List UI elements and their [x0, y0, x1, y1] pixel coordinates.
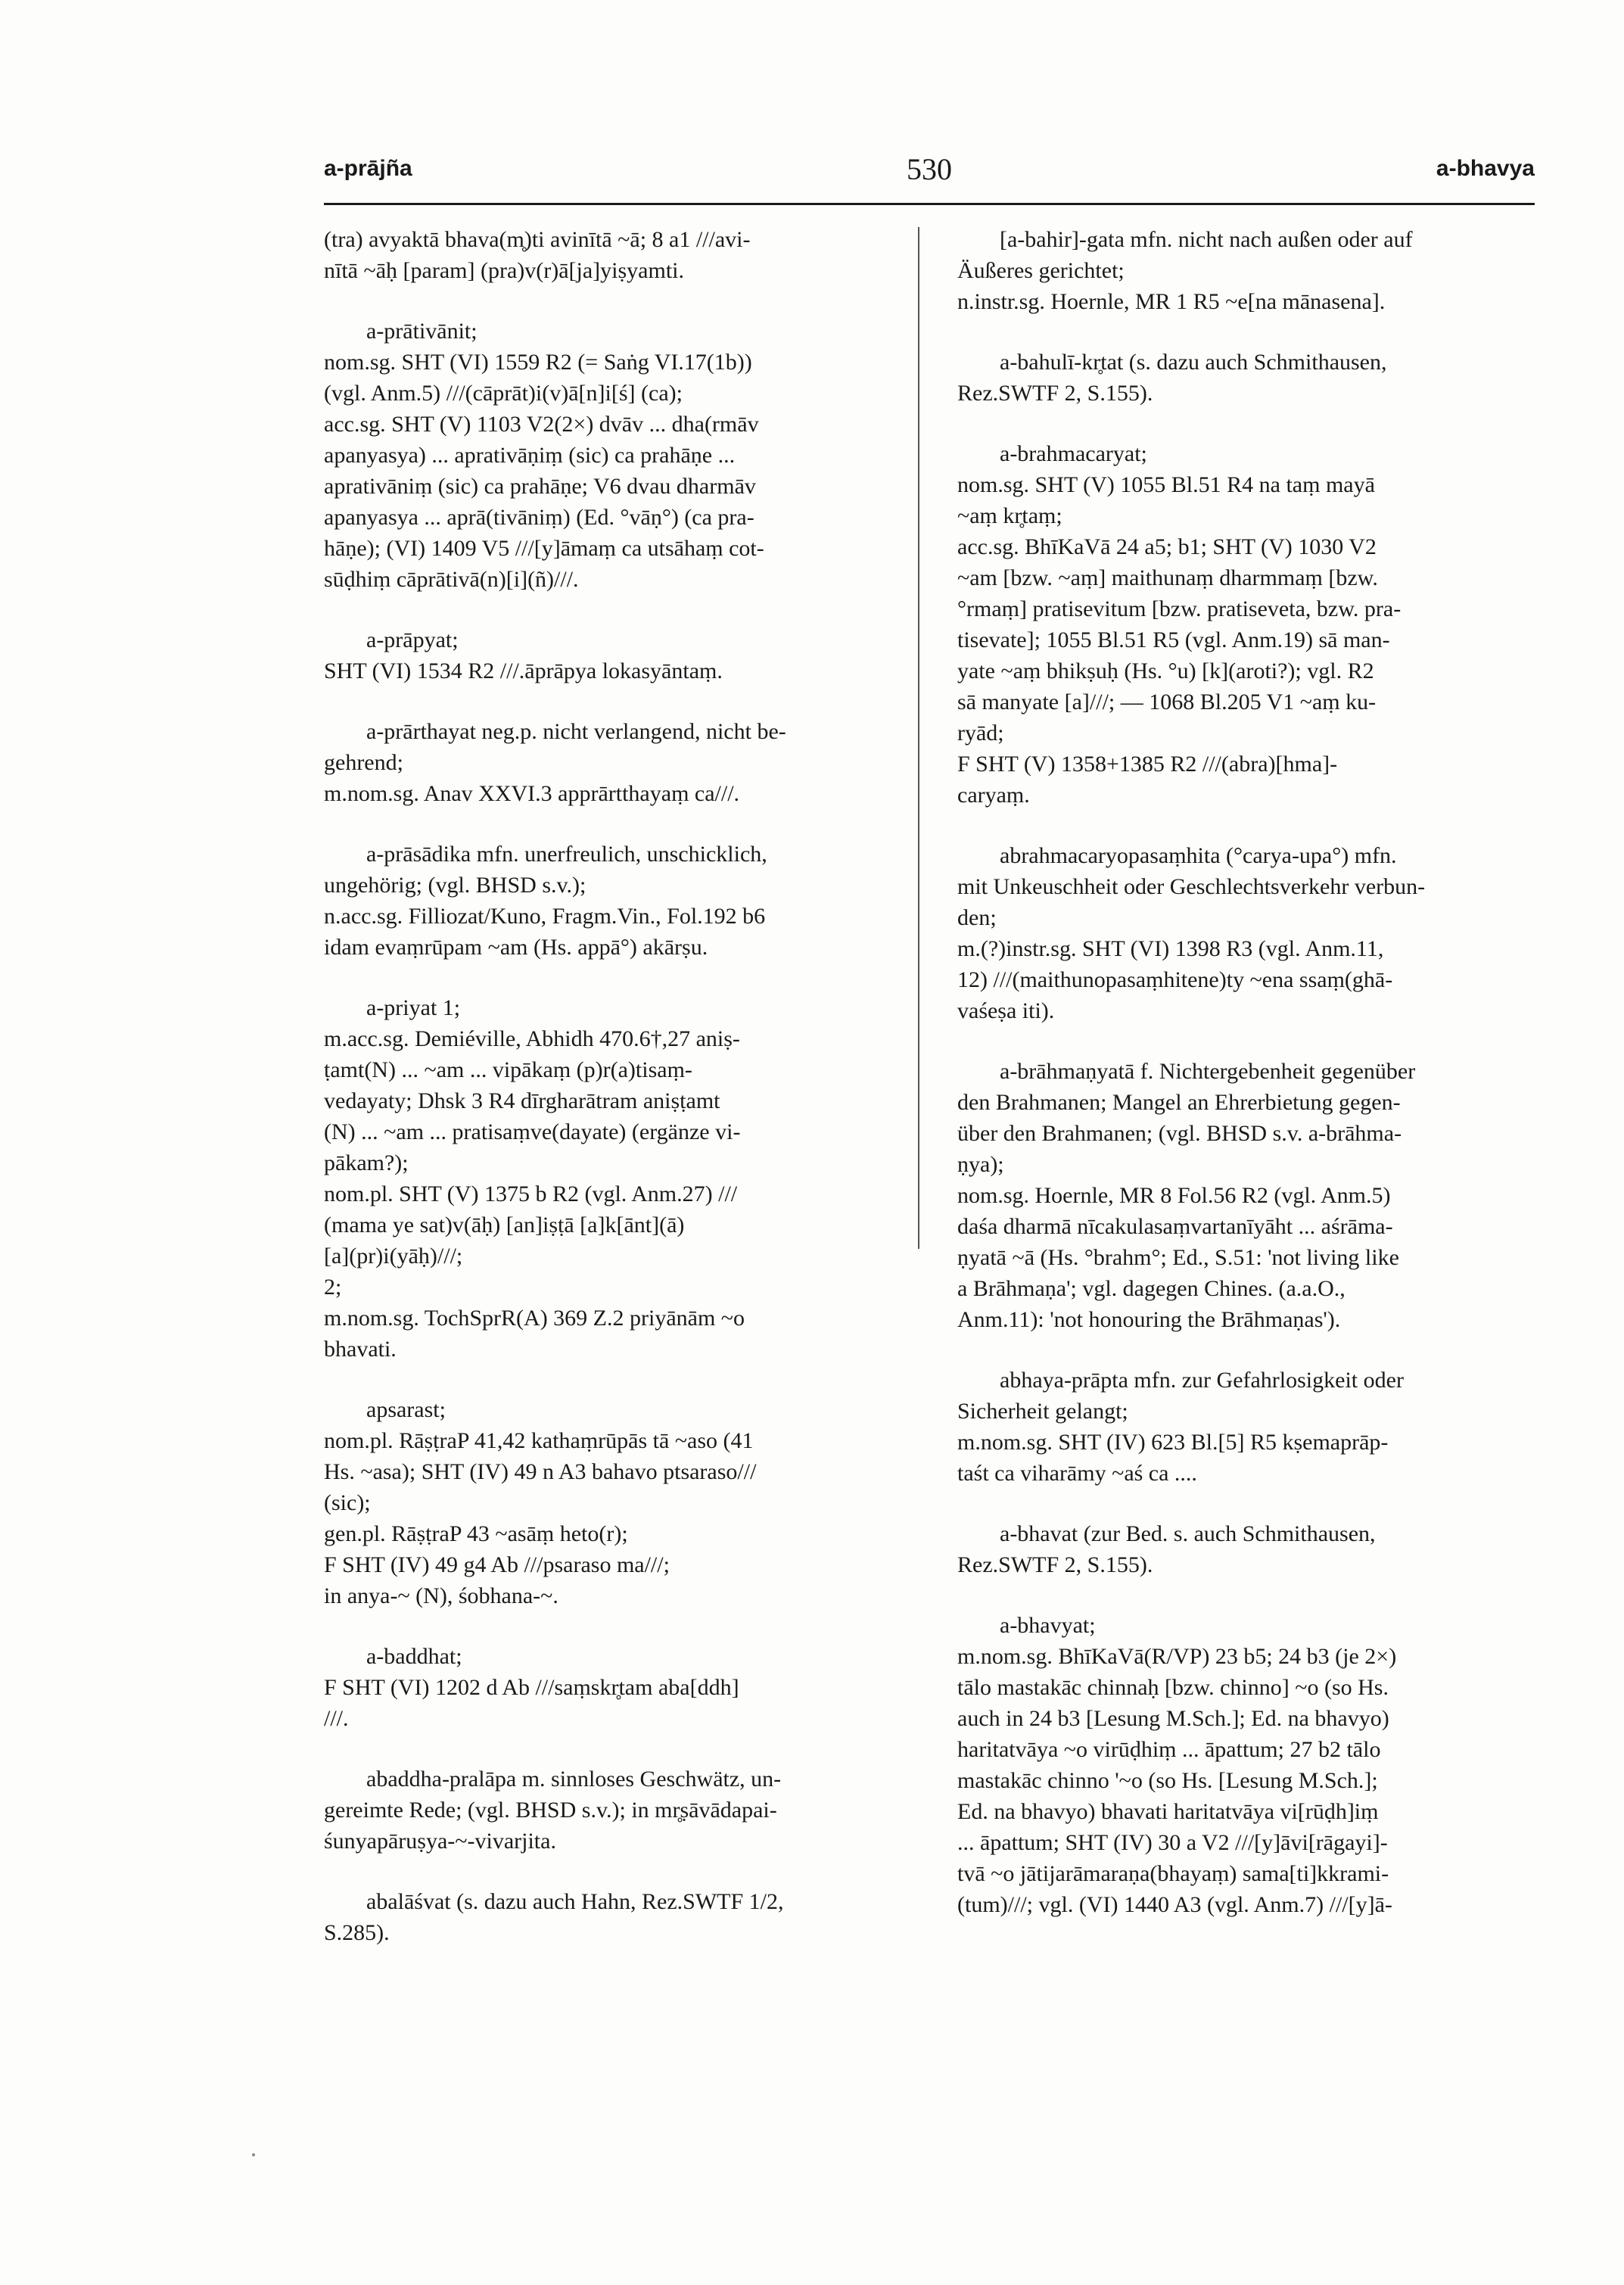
entry-line: Anm.11): 'not honouring the Brāhmaṇas').	[957, 1307, 1341, 1332]
entry-line: nom.pl. RāṣṭraP 41,42 kathaṃrūpās tā ~aso (41	[324, 1428, 754, 1453]
entry-headword: a-brāhmaṇyatā f. Nichtergebenheit gegenüber	[1000, 1059, 1416, 1084]
dictionary-entry	[324, 839, 899, 963]
entry-line: tisevate]; 1055 Bl.51 R5 (vgl. Anm.19) sā man-	[957, 627, 1390, 652]
entry-line: tvā ~o jātijarāmaraṇa(bhayaṃ) sama[ti]kkrami-	[957, 1861, 1389, 1886]
entry-line: Rez.SWTF 2, S.155).	[957, 381, 1153, 406]
entry-headword: a-prāsādika mfn. unerfreulich, unschicklich,	[366, 842, 767, 867]
entry-line: auch in 24 b3 [Lesung M.Sch.]; Ed. na bhavyo)	[957, 1706, 1389, 1731]
entry-line: (vgl. Anm.5) ///(cāprāt)i(v)ā[n]i[ś] (ca);	[324, 381, 683, 406]
entry-line: ungehörig; (vgl. BHSD s.v.);	[324, 873, 586, 898]
entry-line: aprativāniṃ (sic) ca prahāṇe; V6 dvau dharmāv	[324, 474, 756, 499]
entry-line: (N) ... ~am ... pratisaṃve(dayate) (ergänze vi-	[324, 1119, 741, 1144]
entry-line: sūḍhiṃ cāprātivā(n)[i](ñ)///.	[324, 567, 579, 592]
entry-line: m.(?)instr.sg. SHT (VI) 1398 R3 (vgl. Anm.11,	[957, 936, 1384, 961]
entry-line: a Brāhmaṇa'; vgl. dagegen Chines. (a.a.O.,	[957, 1276, 1346, 1301]
entry-headword: abrahmacaryopasaṃhita (°carya-upa°) mfn.	[1000, 843, 1397, 868]
entry-line: [a](pr)i(yāḥ)///;	[324, 1244, 463, 1269]
entry-line: m.nom.sg. BhīKaVā(R/VP) 23 b5; 24 b3 (je 2×)	[957, 1644, 1397, 1669]
entry-line: acc.sg. SHT (V) 1103 V2(2×) dvāv ... dha(rmāv	[324, 412, 759, 437]
dictionary-entry	[324, 992, 899, 1365]
entry-line: S.285).	[324, 1920, 390, 1945]
entry-line: ṇya);	[957, 1152, 1004, 1177]
dictionary-entry	[957, 347, 1532, 409]
entry-line: ryād;	[957, 721, 1004, 746]
entry-line: sā manyate [a]///; — 1068 Bl.205 V1 ~aṃ ku-	[957, 690, 1377, 714]
entry-line: den Brahmanen; Mangel an Ehrerbietung gegen-	[957, 1090, 1401, 1115]
entry-line: gereimte Rede; (vgl. BHSD s.v.); in mr̥ṣāvādapai-	[324, 1798, 777, 1823]
column-divider	[918, 227, 919, 1249]
entry-headword: a-priyat 1;	[366, 995, 461, 1020]
entry-line: acc.sg. BhīKaVā 24 a5; b1; SHT (V) 1030 V2	[957, 534, 1377, 559]
entry-headword: [a-bahir]-gata mfn. nicht nach außen oder auf	[1000, 227, 1413, 252]
entry-line: m.nom.sg. Anav XXVI.3 apprārtthayaṃ ca///.	[324, 781, 740, 806]
dictionary-entry	[324, 1641, 899, 1734]
dictionary-entry	[957, 1365, 1532, 1489]
entry-line: nom.sg. SHT (V) 1055 Bl.51 R4 na taṃ mayā	[957, 472, 1375, 497]
entry-headword: a-brahmacaryat;	[1000, 441, 1147, 466]
entry-line: nom.sg. Hoernle, MR 8 Fol.56 R2 (vgl. Anm.5)	[957, 1183, 1391, 1208]
entry-line: apanyasya ... aprā(tivāniṃ) (Ed. °vāṇ°) (ca pra-	[324, 505, 754, 530]
entry-line: pākam?);	[324, 1150, 409, 1175]
entry-line: gehrend;	[324, 750, 403, 775]
entry-headword: a-prāpyat;	[366, 627, 459, 652]
entry-line: caryaṃ.	[957, 783, 1030, 808]
entry-line: bhavati.	[324, 1337, 397, 1362]
entry-line: idam evaṃrūpam ~am (Hs. appā°) akārṣu.	[324, 935, 708, 960]
dictionary-entry	[324, 716, 899, 809]
entry-line: Sicherheit gelangt;	[957, 1399, 1128, 1424]
header-left-headword: a-prājña	[324, 156, 412, 181]
entry-line: ... āpattum; SHT (IV) 30 a V2 ///[y]āvi[rāgayi]-	[957, 1830, 1388, 1855]
entry-line: daśa dharmā nīcakulasaṃvartanīyāht ... aśrāma-	[957, 1214, 1393, 1239]
dictionary-entry	[957, 438, 1532, 811]
entry-line: tālo mastakāc chinnaḥ [bzw. chinno] ~o (so Hs.	[957, 1675, 1389, 1700]
page-number: 530	[907, 152, 952, 186]
dictionary-entry	[957, 1610, 1532, 1920]
entry-line: (tum)///; vgl. (VI) 1440 A3 (vgl. Anm.7) ///[y]ā-	[957, 1892, 1392, 1917]
entry-line: Ed. na bhavyo) bhavati haritatvāya vi[rūḍh]iṃ	[957, 1799, 1379, 1824]
entry-line: SHT (VI) 1534 R2 ///.āprāpya lokasyāntaṃ.	[324, 658, 723, 683]
entry-line: F SHT (VI) 1202 d Ab ///saṃskr̥tam aba[ddh]	[324, 1675, 739, 1700]
dictionary-entry	[324, 316, 899, 595]
entry-line: ṭamt(N) ... ~am ... vipākaṃ (p)r(a)tisaṃ-	[324, 1057, 692, 1082]
entry-line: ṇyatā ~ā (Hs. °brahm°; Ed., S.51: 'not living like	[957, 1245, 1399, 1270]
entry-headword: a-baddhat;	[366, 1644, 462, 1669]
entry-line: mastakāc chinno '~o (so Hs. [Lesung M.Sch.];	[957, 1768, 1378, 1793]
entry-line: n.acc.sg. Filliozat/Kuno, Fragm.Vin., Fol.192 b6	[324, 904, 766, 929]
entry-headword: a-bhavat (zur Bed. s. auch Schmithausen,	[1000, 1521, 1376, 1546]
entry-line: Rez.SWTF 2, S.155).	[957, 1552, 1153, 1577]
entry-line: m.nom.sg. TochSprR(A) 369 Z.2 priyānām ~o	[324, 1306, 745, 1331]
entry-line: nom.sg. SHT (VI) 1559 R2 (= Saṅg VI.17(1b))	[324, 350, 752, 375]
entry-line: m.nom.sg. SHT (IV) 623 Bl.[5] R5 kṣemaprāp-	[957, 1430, 1389, 1455]
entry-line: über den Brahmanen; (vgl. BHSD s.v. a-brāhma-	[957, 1121, 1402, 1146]
dictionary-entry	[324, 1764, 899, 1857]
entry-line: śunyapāruṣya-~-vivarjita.	[324, 1829, 556, 1854]
entry-line: m.acc.sg. Demiéville, Abhidh 470.6†,27 aniṣ-	[324, 1026, 740, 1051]
entry-line: taśt ca viharāmy ~aś ca ....	[957, 1461, 1197, 1486]
entry-line: F SHT (V) 1358+1385 R2 ///(abra)[hma]-	[957, 752, 1338, 777]
entry-line: apanyasya) ... aprativāṇiṃ (sic) ca prahāṇe ...	[324, 443, 736, 468]
left-column	[324, 224, 899, 1978]
dictionary-entry	[957, 1518, 1532, 1580]
entry-line: °rmaṃ] pratisevitum [bzw. pratiseveta, bzw. pra-	[957, 596, 1402, 621]
entry-line: haritatvāya ~o virūḍhiṃ ... āpattum; 27 b2 tālo	[957, 1737, 1381, 1762]
entry-line: F SHT (IV) 49 g4 Ab ///psaraso ma///;	[324, 1552, 670, 1577]
entry-line: Äußeres gerichtet;	[957, 258, 1125, 283]
header-right-headword: a-bhavya	[1436, 156, 1535, 181]
entry-line: 12) ///(maithunopasaṃhitene)ty ~ena ssaṃ(ghā-	[957, 967, 1393, 992]
entry-line: n.instr.sg. Hoernle, MR 1 R5 ~e[na mānasena].	[957, 289, 1386, 314]
entry-headword: abhaya-prāpta mfn. zur Gefahrlosigkeit oder	[1000, 1368, 1404, 1393]
dictionary-entry	[324, 1394, 899, 1611]
entry-line: den;	[957, 905, 997, 930]
entry-line: nītā ~āḥ [param] (pra)v(r)ā[ja]yiṣyamti.	[324, 258, 685, 283]
entry-line: vedayaty; Dhsk 3 R4 dīrgharātram aniṣṭamt	[324, 1088, 720, 1113]
entry-headword: a-bhavyat;	[1000, 1613, 1096, 1638]
right-column	[957, 224, 1532, 1950]
entry-headword: a-prātivānit;	[366, 319, 478, 344]
entry-line: gen.pl. RāṣṭraP 43 ~asāṃ heto(r);	[324, 1521, 628, 1546]
entry-line: vaśeṣa iti).	[957, 998, 1055, 1023]
header-rule	[324, 203, 1535, 205]
dictionary-entry	[324, 624, 899, 686]
dictionary-entry	[957, 1056, 1532, 1335]
entry-line: hāṇe); (VI) 1409 V5 ///[y]āmaṃ ca utsāhaṃ cot-	[324, 536, 764, 561]
dictionary-entry	[957, 224, 1532, 317]
entry-headword: a-bahulī-kr̥tat (s. dazu auch Schmithausen,	[1000, 350, 1387, 375]
entry-line: 2;	[324, 1275, 342, 1300]
entry-line: (sic);	[324, 1490, 371, 1515]
entry-line: (mama ye sat)v(āḥ) [an]iṣṭā [a]k[ānt](ā)	[324, 1213, 685, 1237]
entry-headword: abaddha-pralāpa m. sinnloses Geschwätz, un-	[366, 1767, 782, 1792]
running-header	[324, 152, 1535, 189]
entry-headword: abalāśvat (s. dazu auch Hahn, Rez.SWTF 1/2,	[366, 1889, 784, 1914]
entry-line: in anya-~ (N), śobhana-~.	[324, 1583, 558, 1608]
entry-line: nom.pl. SHT (V) 1375 b R2 (vgl. Anm.27) ///	[324, 1181, 738, 1206]
entry-line: ///.	[324, 1706, 349, 1731]
dictionary-entry	[324, 224, 899, 286]
entry-headword: a-prārthayat neg.p. nicht verlangend, nicht be-	[366, 719, 786, 744]
dictionary-entry	[324, 1886, 899, 1948]
entry-headword: apsarast;	[366, 1397, 446, 1422]
dictionary-entry	[957, 840, 1532, 1026]
entry-line: Hs. ~asa); SHT (IV) 49 n A3 bahavo ptsaraso///	[324, 1459, 757, 1484]
entry-line: mit Unkeuschheit oder Geschlechtsverkehr verbun-	[957, 874, 1426, 899]
entry-line: ~am [bzw. ~aṃ] maithunaṃ dharmmaṃ [bzw.	[957, 565, 1378, 590]
scan-speck	[252, 2153, 255, 2156]
entry-line: yate ~aṃ bhikṣuḥ (Hs. °u) [k](aroti?); vgl. R2	[957, 658, 1374, 683]
entry-line: ~aṃ kr̥taṃ;	[957, 503, 1062, 528]
entry-line: (tra) avyaktā bhava(m̥)ti avinītā ~ā; 8 a1 ///avi-	[324, 227, 751, 252]
